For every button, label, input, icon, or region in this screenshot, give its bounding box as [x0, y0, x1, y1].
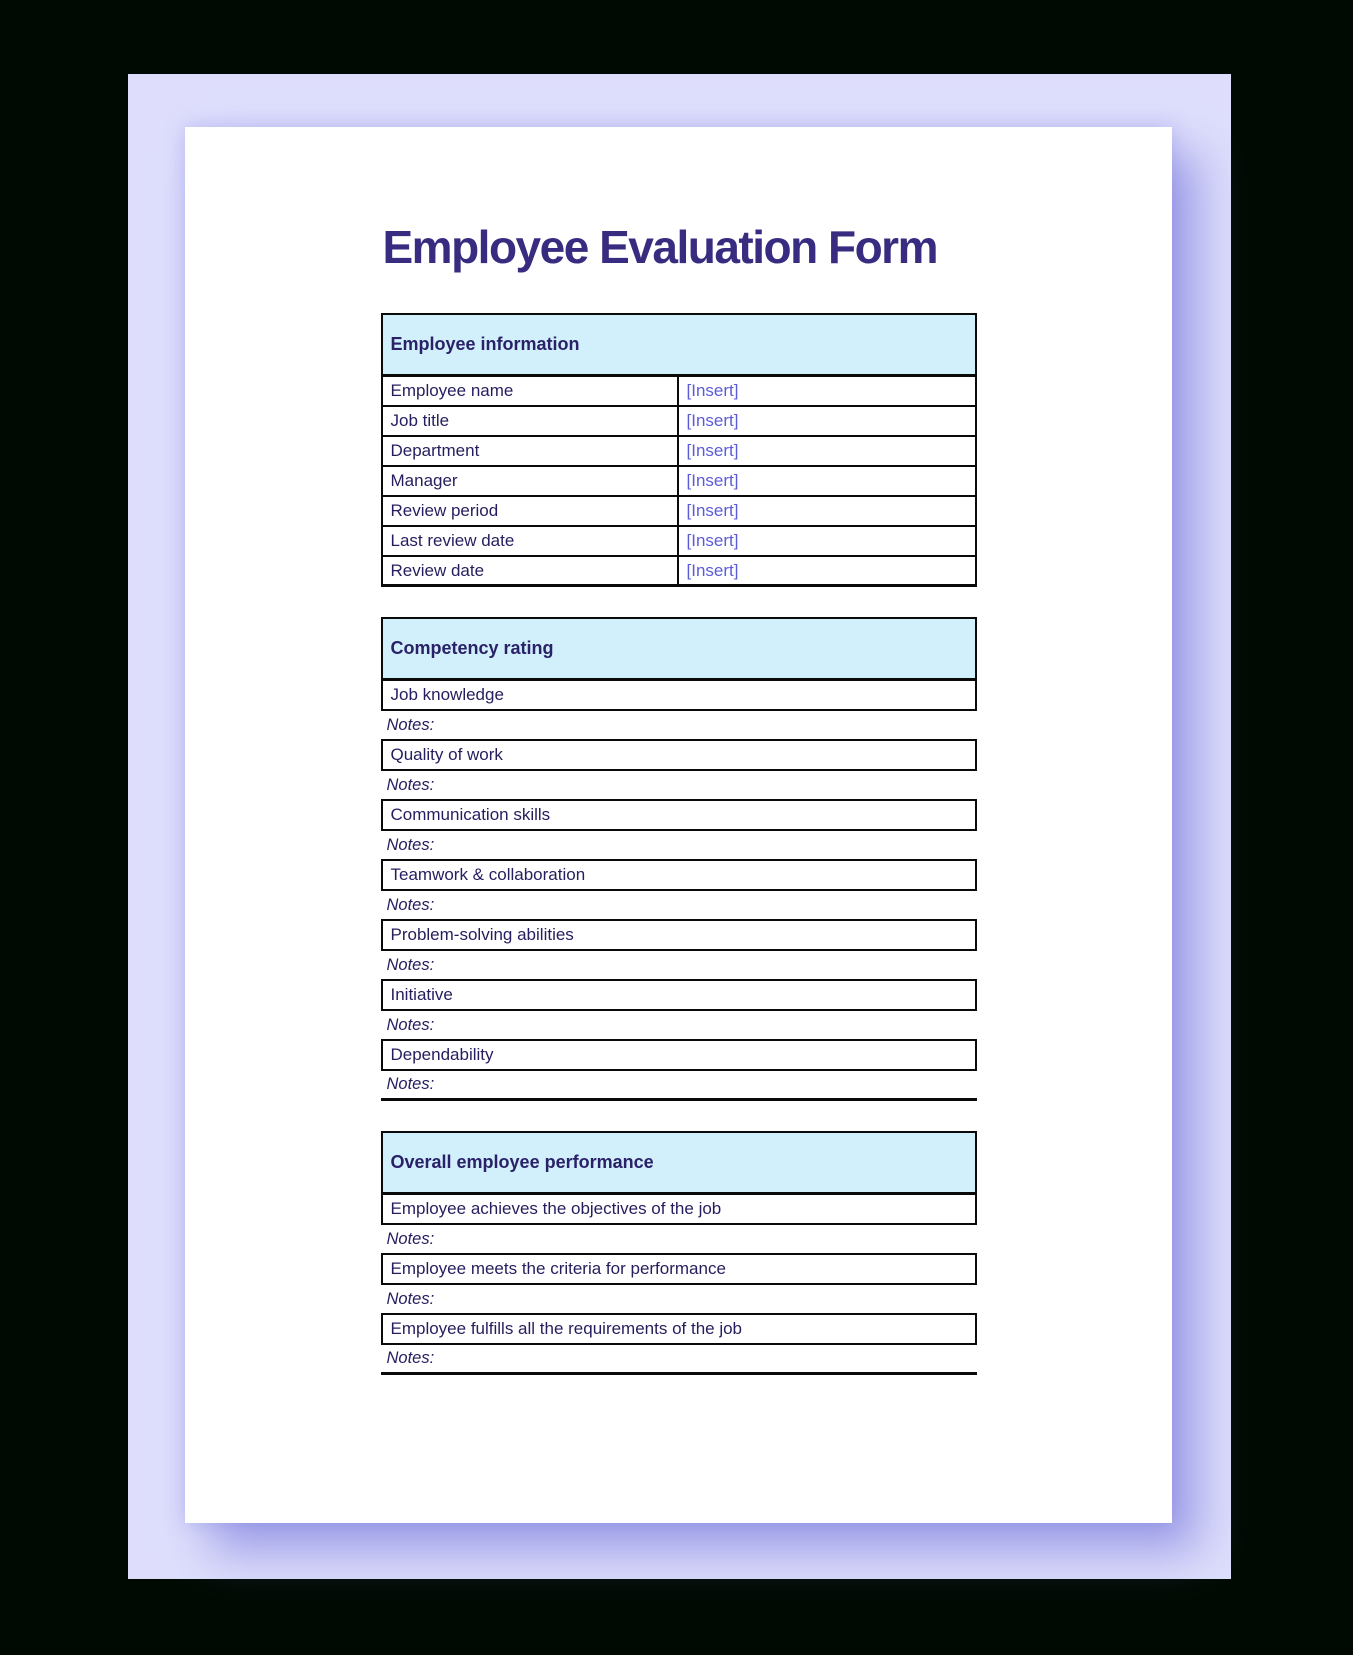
- competency-row-problem-solving[interactable]: [381, 921, 977, 951]
- field-value-placeholder[interactable]: [Insert]: [686, 501, 739, 521]
- notes-row[interactable]: [381, 951, 977, 981]
- field-label: Review period: [383, 497, 679, 525]
- notes-label: Notes:: [386, 1289, 435, 1308]
- notes-label: Notes:: [386, 1075, 435, 1094]
- performance-row-achieves-objectives[interactable]: [381, 1195, 977, 1225]
- field-row-review-period: [381, 497, 977, 527]
- competency-rating-table: [381, 617, 977, 1101]
- competency-row-communication-skills[interactable]: [381, 801, 977, 831]
- competency-row-dependability[interactable]: [381, 1041, 977, 1071]
- notes-label: Notes:: [386, 895, 435, 914]
- field-row-department: [381, 437, 977, 467]
- document-page: [185, 127, 1172, 1523]
- performance-row-fulfills-requirements[interactable]: [381, 1315, 977, 1345]
- notes-label: Notes:: [386, 1349, 435, 1368]
- performance-label: Employee fulfills all the requirements of the job: [390, 1319, 743, 1339]
- field-row-review-date: [381, 557, 977, 587]
- notes-label: Notes:: [386, 1229, 435, 1248]
- notes-label: Notes:: [386, 715, 435, 734]
- competency-label: Quality of work: [390, 745, 503, 765]
- notes-label: Notes:: [386, 775, 435, 794]
- field-value-placeholder[interactable]: [Insert]: [686, 531, 739, 551]
- field-row-last-review-date: [381, 527, 977, 557]
- field-label: Job title: [383, 407, 679, 435]
- field-row-job-title: [381, 407, 977, 437]
- competency-label: Communication skills: [390, 805, 551, 825]
- section-header-employee-information: [381, 313, 977, 377]
- field-value-placeholder[interactable]: [Insert]: [686, 560, 739, 580]
- notes-label: Notes:: [386, 955, 435, 974]
- section-header-label: Employee information: [390, 334, 580, 355]
- competency-row-teamwork-collaboration[interactable]: [381, 861, 977, 891]
- field-label: Employee name: [383, 377, 679, 405]
- field-value-placeholder[interactable]: [Insert]: [686, 381, 739, 401]
- section-header-competency-rating: [381, 617, 977, 681]
- notes-row[interactable]: [381, 711, 977, 741]
- notes-row[interactable]: [381, 1225, 977, 1255]
- competency-row-quality-of-work[interactable]: [381, 741, 977, 771]
- competency-label: Job knowledge: [390, 685, 504, 705]
- field-label: Last review date: [383, 527, 679, 555]
- page-title: Employee Evaluation Form: [382, 221, 937, 273]
- document-mat: [128, 74, 1231, 1579]
- competency-row-job-knowledge[interactable]: [381, 681, 977, 711]
- section-header-label: Competency rating: [390, 638, 554, 659]
- performance-label: Employee meets the criteria for performance: [390, 1259, 726, 1279]
- field-row-manager: [381, 467, 977, 497]
- field-value-placeholder[interactable]: [Insert]: [686, 471, 739, 491]
- competency-label: Initiative: [390, 985, 453, 1005]
- competency-label: Teamwork & collaboration: [390, 865, 586, 885]
- notes-label: Notes:: [386, 1015, 435, 1034]
- field-label: Manager: [383, 467, 679, 495]
- field-label: Department: [383, 437, 679, 465]
- field-value-placeholder[interactable]: [Insert]: [686, 441, 739, 461]
- section-header-overall-performance: [381, 1131, 977, 1195]
- performance-row-meets-criteria[interactable]: [381, 1255, 977, 1285]
- notes-label: Notes:: [386, 835, 435, 854]
- employee-information-table: [381, 313, 977, 587]
- competency-row-initiative[interactable]: [381, 981, 977, 1011]
- field-value-placeholder[interactable]: [Insert]: [686, 411, 739, 431]
- notes-row[interactable]: [381, 1345, 977, 1375]
- field-label: Review date: [383, 557, 679, 584]
- competency-label: Problem-solving abilities: [390, 925, 574, 945]
- notes-row[interactable]: [381, 831, 977, 861]
- notes-row[interactable]: [381, 891, 977, 921]
- competency-label: Dependability: [390, 1045, 494, 1065]
- performance-label: Employee achieves the objectives of the job: [390, 1199, 722, 1219]
- notes-row[interactable]: [381, 771, 977, 801]
- notes-row[interactable]: [381, 1285, 977, 1315]
- notes-row[interactable]: [381, 1071, 977, 1101]
- section-header-label: Overall employee performance: [390, 1152, 654, 1173]
- overall-performance-table: [381, 1131, 977, 1375]
- field-row-employee-name: [381, 377, 977, 407]
- document-content: [381, 127, 977, 1375]
- notes-row[interactable]: [381, 1011, 977, 1041]
